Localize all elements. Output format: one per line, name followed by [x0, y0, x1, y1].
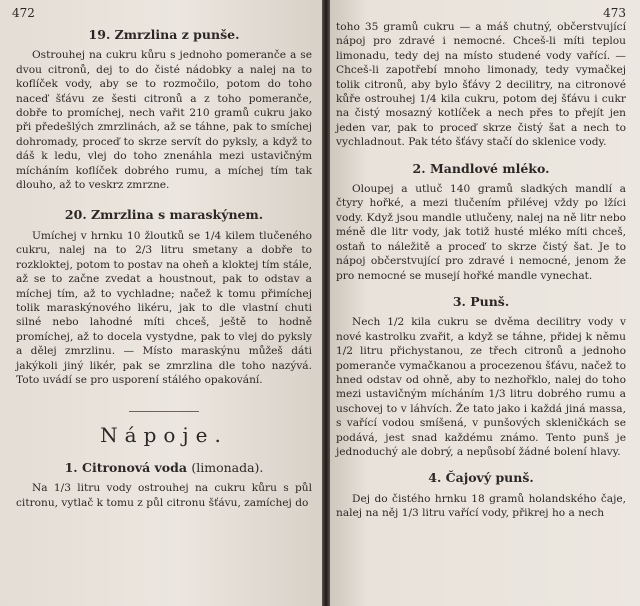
right-page [330, 0, 640, 606]
section-title: 3. Punš. [452, 293, 510, 309]
section-paragraph: Na 1/3 litru vody ostrouhej na cukru kůru s půl citronu, vytlač k tomu z půl citronu šťávu, zamíchej do [16, 482, 312, 509]
section-title: 19. Zmrzlina z punše. [88, 27, 240, 42]
section-paragraph: Dej do čistého hrnku 18 gramů holandského čaje, nalej na něj 1/3 litru vařící vody, přikrej ho a nech [336, 492, 626, 520]
chapter-title: Nápoje. [100, 423, 228, 448]
section-title: 20. Zmrzlina s maraskýnem. [64, 207, 264, 223]
divider [129, 411, 199, 412]
continued-paragraph: toho 35 gramů cukru — a máš chutný, občerstvující nápoj pro zdravé i nemocné. Chceš-li míti teplou limonadu, tedy dej na místo studené vody vařící. — Chceš-li zapotřebí mnoho limonady, tedy vymačkej tolik citronů, aby bylo šťávy 2 decilitry, na citronové kůře ostrouhej 1/4 kila cukru, potom dej šťávu i cukr na čistý mosazný kotlíček a nech přes to přejít jen jeden var, pak to proceď skrze čistý šat a nech to vychladnout. Pak této šťávy stačí do sklenice vody. [336, 21, 626, 149]
section-paragraph: Nech 1/2 kila cukru se dvěma decilitry vody v nové kastrolku zvařit, a když se táhne, přidej k němu 1/2 litru přichystanou, ze třech citronů a jednoho pomeranče vymačkanou a procezenou šťávu, načež to hned odstav od ohně, aby to nezhořklo, nalej do toho mezi ustavičným mícháním 1/3 litru dobrého rumu a uschovej to v láhvích. Že tato jako i každá jiná massa, s vařící vodou smíšená, v punšových skleničkách se podává, jest snad každému známo. Tento punš je jednoduchý ale dobrý, a nepůsobí žádné bolení hlavy. [336, 316, 626, 458]
page-number-right: 473 [603, 6, 626, 20]
book-gutter [322, 0, 330, 606]
section-title: 4. Čajový punš. [428, 470, 534, 486]
section-paragraph: Umíchej v hrnku 10 žloutků se 1/4 kilem tlučeného cukru, nalej na to 2/3 litru smetany a dobře to rozkloktej, potom to postav na oheň a kloktej tím stále, až se to začne zvedat a houstnout, pak to odstav a míchej tím, až to vychladne; načež k tomu přimíchej tolik maraskýnového likéru, jak to dle vlastní chuti silné nebo lahodné míti chceš, ještě to hodně promíchej, až to docela vystydne, pak to vlej do pyksly a dělej zmrzlinu. — Místo maraskýnu můžeš dáti jakýkoli jiný likér, pak se zmrzlina dle toho nazývá. Toto uvádí se pro usporení stálého opakování. [16, 229, 312, 386]
section-paragraph: Oloupej a utluč 140 gramů sladkých mandlí a čtyry hořké, a mezi tlučením přilévej vždy po lžíci vody. Když jsou mandle utlučeny, nalej na ně litr nebo méně dle litr vody, jak totiž husté mléko míti chceš, ostaň to náležitě a proceď to skrze čistý šat. Je to nápoj občerstvující pro zdravé i nemocné, jenom že pro nemocné se musejí hořké mandle vynechat. [336, 183, 626, 282]
left-page-text [16, 28, 312, 510]
page-number-left: 472 [12, 6, 35, 20]
section-title: 1. Citronová voda (limonada). [64, 459, 264, 475]
section-title: 2. Mandlové mléko. [412, 160, 550, 176]
section-paragraph: Ostrouhej na cukru kůru s jednoho pomeranče a se dvou citronů, dej to do čisté nádobky a nalej na to koflíček vody, aby se to rozmočilo, potom do toho naceď šťávu ze šesti citronů a z toho pomeranče, dobře to promíchej, nech vařit 210 gramů cukru jako při předešlých zmrzlinách, až se táhne, pak to smíchej dohromady, proceď to skrze servít do pyksly, a když to dáš k ledu, vlej do toho znenáhla mezi ustavičným mícháním koflíček dobrého rumu, a míchej tím tak dlouho, až to veskrz zmrzne. [16, 49, 312, 192]
right-page-text [336, 20, 626, 521]
